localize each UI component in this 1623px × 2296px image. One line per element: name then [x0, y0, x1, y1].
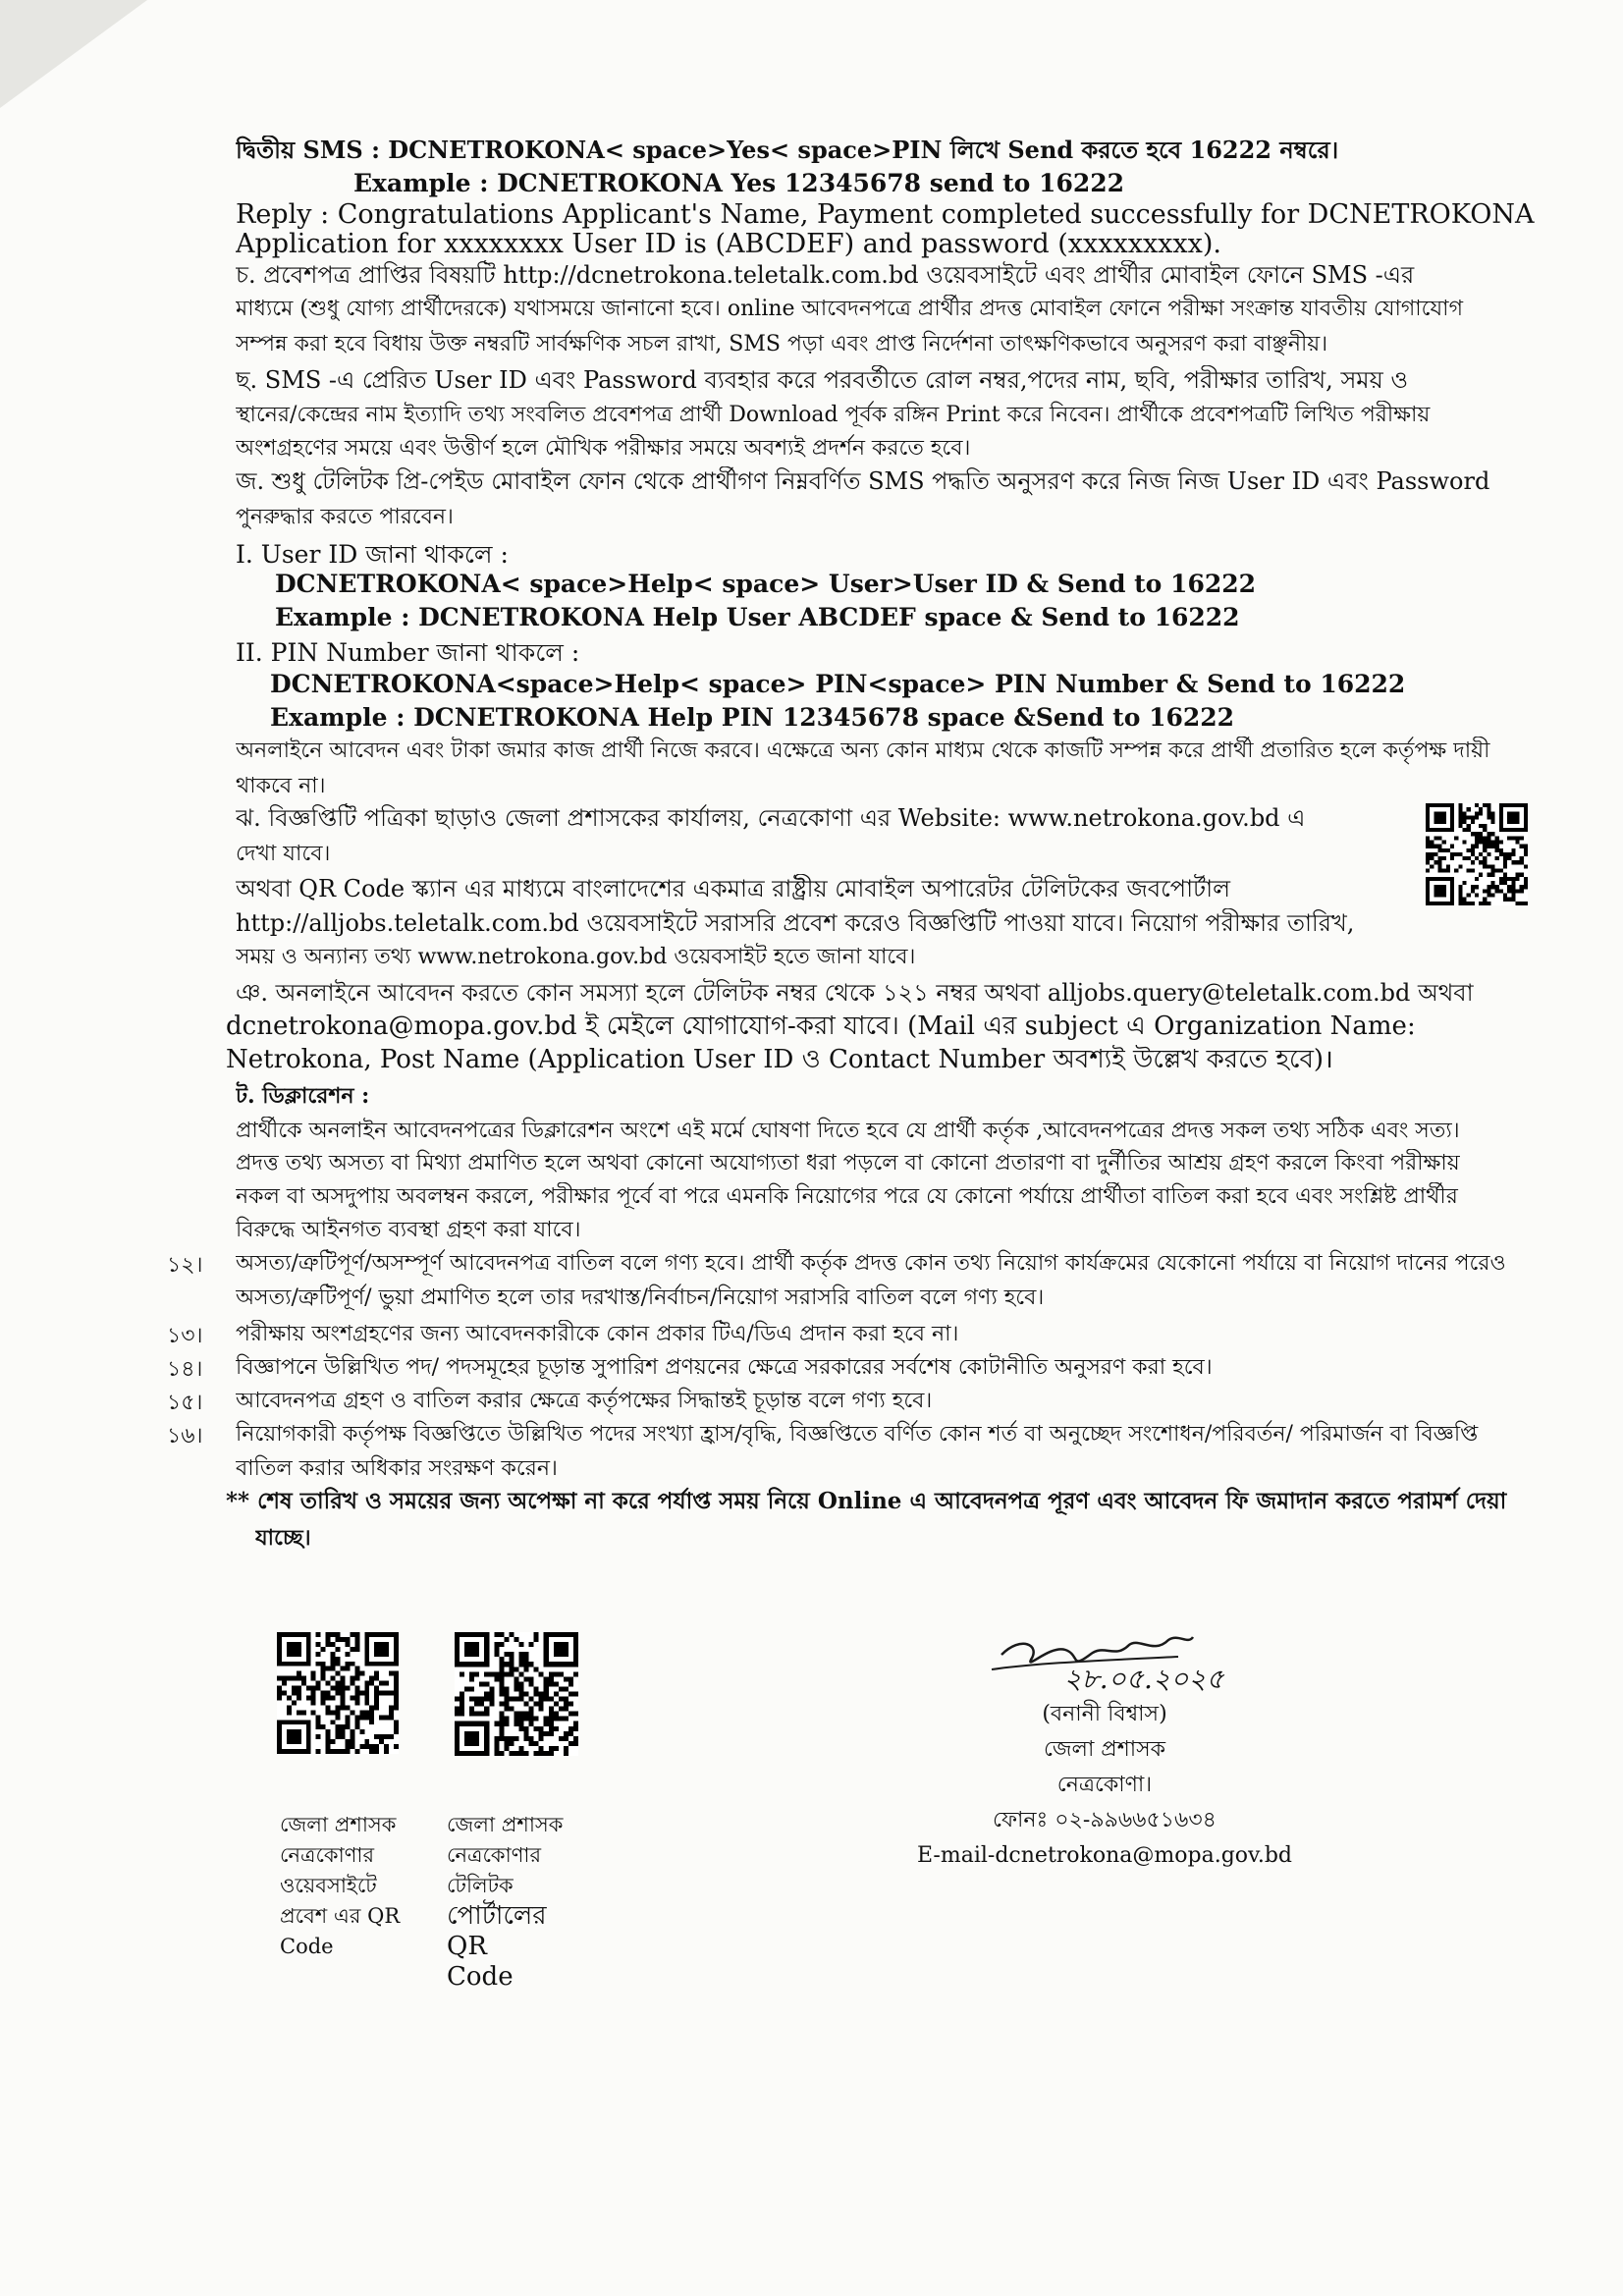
text-line-jha1: ঝ. বিজ্ঞপ্তিটি পত্রিকা ছাড়াও জেলা প্রশাসকের কার্যালয়, নেত্রকোণা এর Website: www.netrokona.gov.bd এ — [236, 804, 1306, 832]
text-line-cha1: চ. প্রবেশপত্র প্রাপ্তির বিষয়টি http://dcnetrokona.teletalk.com.bd ওয়েবসাইটে এবং প্রার্থীর মোবাইল ফোনে SMS -এর — [236, 261, 1415, 289]
text-line-decl1: প্রার্থীকে অনলাইন আবেদনপত্রের ডিক্লারেশন অংশে এই মর্মে ঘোষণা দিতে হবে যে প্রার্থী কর্তৃক ,আবেদনপত্রের প্রদত্ত সকল তথ্য সঠিক এবং সত্য। — [236, 1119, 1460, 1143]
text-line-reply2: Application for xxxxxxxx User ID is (ABCDEF) and password (xxxxxxxxx). — [236, 230, 1221, 259]
qr-caption-left-line: ওয়েবসাইটে — [280, 1874, 377, 1897]
text-line-r1: I. User ID জানা থাকলে : — [236, 540, 509, 569]
text-line-jha3: অথবা QR Code স্ক্যান এর মাধ্যমে বাংলাদেশের একমাত্র রাষ্ট্রীয় মোবাইল অপারেটর টেলিটকের জবপোর্টাল — [236, 875, 1230, 902]
clause-number: ১৬। — [167, 1424, 203, 1449]
text-line-nya1: ঞ. অনলাইনে আবেদন করতে কোন সমস্যা হলে টেলিটক নম্বর থেকে ১২১ নম্বর অথবা alljobs.query@teletalk.com.bd অথবা — [236, 979, 1474, 1007]
page-corner-shadow — [0, 0, 157, 118]
text-line-r2a: DCNETROKONA<space>Help< space> PIN<space> PIN Number & Send to 16222 — [270, 670, 1406, 698]
qr-code-dc-website — [277, 1632, 399, 1754]
text-line-p16a: নিয়োগকারী কর্তৃপক্ষ বিজ্ঞপ্তিতে উল্লিখিত পদের সংখ্যা হ্রাস/বৃদ্ধি, বিজ্ঞপ্তিতে বর্ণিত কোন শর্ত বা অনুচ্ছেদ সংশোধন/পরিবর্তন/ পরিমার্জন বা বিজ্ঞপ্তি — [236, 1422, 1479, 1447]
signature-date: ২৮.০৫.২০২৫ — [1063, 1663, 1224, 1695]
text-line-decl4: বিরুদ্ধে আইনগত ব্যবস্থা গ্রহণ করা যাবে। — [236, 1218, 581, 1242]
text-line-online2: থাকবে না। — [236, 774, 326, 798]
text-line-p15: আবেদনপত্র গ্রহণ ও বাতিল করার ক্ষেত্রে কর্তৃপক্ষের সিদ্ধান্তই চূড়ান্ত বলে গণ্য হবে। — [236, 1389, 933, 1413]
text-line-jha5: সময় ও অন্যান্য তথ্য www.netrokona.gov.bd ওয়েবসাইট হতে জানা যাবে। — [236, 945, 916, 969]
qr-caption-left-line: Code — [280, 1935, 334, 1958]
text-line-note2: যাচ্ছে। — [255, 1525, 311, 1551]
signatory-name: (বনানী বিশ্বাস) — [1042, 1702, 1167, 1726]
signatory-designation: জেলা প্রশাসক — [1043, 1737, 1166, 1762]
qr-caption-right-line: জেলা প্রশাসক — [447, 1813, 564, 1836]
qr-code-teletalk-portal — [455, 1632, 578, 1756]
text-line-r1a: DCNETROKONA< space>Help< space> User>User ID & Send to 16222 — [275, 570, 1257, 598]
text-line-p12a: অসত্য/ত্রুটিপূর্ণ/অসম্পূর্ণ আবেদনপত্র বাতিল বলে গণ্য হবে। প্রার্থী কর্তৃক প্রদত্ত কোন তথ্য নিয়োগ কার্যক্রমের যেকোনো পর্যায়ে বা নিয়োগ দানের পরেও — [236, 1251, 1506, 1276]
text-line-nya2: dcnetrokona@mopa.gov.bd ই মেইলে যোগাযোগ-করা যাবে। (Mail এর subject এ Organization Name: — [226, 1011, 1416, 1041]
text-line-decl3: নকল বা অসদুপায় অবলম্বন করলে, পরীক্ষার পূর্বে বা পরে এমনকি নিয়োগের পরে যে কোনো পর্যায়ে প্রার্থীতা বাতিল করা হবে এবং সংশ্লিষ্ট প্রার্থীর — [236, 1184, 1458, 1209]
text-line-sms2: দ্বিতীয় SMS : DCNETROKONA< space>Yes< space>PIN লিখে Send করতে হবে 16222 নম্বরে। — [236, 136, 1339, 164]
signatory-email: E-mail-dcnetrokona@mopa.gov.bd — [916, 1843, 1293, 1868]
qr-caption-right-line: Code — [447, 1962, 514, 1992]
qr-caption-left-line: প্রবেশ এর QR — [280, 1904, 401, 1928]
text-line-ja1: জ. শুধু টেলিটক প্রি-পেইড মোবাইল ফোন থেকে প্রার্থীগণ নিম্নবর্ণিত SMS পদ্ধতি অনুসরণ করে নিজ নিজ User ID এবং Password — [236, 467, 1490, 495]
text-line-p14: বিজ্ঞাপনে উল্লিখিত পদ/ পদসমূহের চূড়ান্ত সুপারিশ প্রণয়নের ক্ষেত্রে সরকারের সর্বশেষ কোটানীতি অনুসরণ করা হবে। — [236, 1355, 1213, 1380]
qr-caption-right-line: নেত্রকোণার — [447, 1843, 542, 1867]
qr-caption-left-line: জেলা প্রশাসক — [280, 1813, 397, 1836]
clause-number: ১৪। — [167, 1357, 203, 1382]
qr-caption-right-line: পোর্টালের QR — [447, 1901, 547, 1961]
qr-code-website — [1426, 803, 1528, 905]
clause-number: ১৫। — [167, 1391, 203, 1415]
text-line-jha2: দেখা যাবে। — [236, 842, 331, 866]
text-line-note1: ** শেষ তারিখ ও সময়ের জন্য অপেক্ষা না করে পর্যাপ্ত সময় নিয়ে Online এ আবেদনপত্র পূরণ এবং আবেদন ফি জমাদান করতে পরামর্শ দেয়া — [226, 1488, 1507, 1514]
text-line-online1: অনলাইনে আবেদন এবং টাকা জমার কাজ প্রার্থী নিজে করবে। এক্ষেত্রে অন্য কোন মাধ্যম থেকে কাজটি সম্পন্ন করে প্রার্থী প্রতারিত হলে কর্তৃপক্ষ দায়ী — [236, 738, 1490, 763]
qr-caption-left — [280, 1810, 417, 1962]
signatory-phone: ফোনঃ ০২-৯৯৬৬৫১৬৩৪ — [993, 1808, 1217, 1832]
text-line-ja2: পুনরুদ্ধার করতে পারবেন। — [236, 505, 454, 529]
text-line-p16b: বাতিল করার অধিকার সংরক্ষণ করেন। — [236, 1456, 558, 1481]
text-line-ex1: Example : DCNETROKONA Yes 12345678 send to 16222 — [353, 169, 1125, 197]
text-line-chha1: ছ. SMS -এ প্রেরিত User ID এবং Password ব্যবহার করে পরবর্তীতে রোল নম্বর,পদের নাম, ছবি, পরীক্ষার তারিখ, সময় ও — [236, 366, 1409, 394]
text-line-chha2: স্থানের/কেন্দ্রের নাম ইত্যাদি তথ্য সংবলিত প্রবেশপত্র প্রার্থী Download পূর্বক রঙ্গিন Print করে নিবেন। প্রার্থীকে প্রবেশপত্রটি লিখিত পরীক্ষায় — [236, 403, 1431, 427]
text-line-r1b: Example : DCNETROKONA Help User ABCDEF space & Send to 16222 — [275, 603, 1240, 631]
signature-block — [884, 1611, 1325, 1874]
text-line-ta: ট. ডিক্লারেশন : — [236, 1083, 370, 1109]
text-line-chha3: অংশগ্রহণের সময়ে এবং উত্তীর্ণ হলে মৌখিক পরীক্ষার সময়ে অবশ্যই প্রদর্শন করতে হবে। — [236, 436, 971, 461]
text-line-jha4: http://alljobs.teletalk.com.bd ওয়েবসাইটে সরাসরি প্রবেশ করেও বিজ্ঞপ্তিটি পাওয়া যাবে। নিয়োগ পরীক্ষার তারিখ, — [236, 909, 1355, 937]
text-line-p13: পরীক্ষায় অংশগ্রহণের জন্য আবেদনকারীকে কোন প্রকার টিএ/ডিএ প্রদান করা হবে না। — [236, 1322, 959, 1346]
text-line-cha2: মাধ্যমে (শুধু যোগ্য প্রার্থীদেরকে) যথাসময়ে জানানো হবে। online আবেদনপত্রে প্রার্থীর প্রদত্ত মোবাইল ফোনে পরীক্ষা সংক্রান্ত যাবতীয় যোগাযোগ — [236, 297, 1463, 321]
text-line-r2: II. PIN Number জানা থাকলে : — [236, 638, 580, 667]
qr-caption-right — [447, 1810, 584, 1993]
text-line-cha3: সম্পন্ন করা হবে বিধায় উক্ত নম্বরটি সার্বক্ষণিক সচল রাখা, SMS পড়া এবং প্রাপ্ত নির্দেশনা তাৎক্ষণিকভাবে অনুসরণ করা বাঞ্ছনীয়। — [236, 332, 1328, 356]
text-line-p12b: অসত্য/ত্রুটিপূর্ণ/ ভুয়া প্রমাণিত হলে তার দরখাস্ত/নির্বাচন/নিয়োগ সরাসরি বাতিল বলে গণ্য হবে। — [236, 1285, 1045, 1310]
text-line-nya3: Netrokona, Post Name (Application User ID ও Contact Number অবশ্যই উল্লেখ করতে হবে)। — [226, 1045, 1333, 1074]
signatory-office: নেত্রকোণা। — [1056, 1773, 1153, 1797]
clause-number: ১৩। — [167, 1324, 203, 1348]
text-line-reply1: Reply : Congratulations Applicant's Name, Payment completed successfully for DCNETROKONA — [236, 200, 1535, 230]
qr-caption-right-line: টেলিটক — [447, 1874, 514, 1897]
text-line-r2b: Example : DCNETROKONA Help PIN 12345678 space &Send to 16222 — [270, 703, 1235, 732]
text-line-decl2: প্রদত্ত তথ্য অসত্য বা মিথ্যা প্রমাণিত হলে অথবা কোনো অযোগ্যতা ধরা পড়লে বা কোনো প্রতারণা বা দুর্নীতির আশ্রয় গ্রহণ করলে কিংবা পরীক্ষায় — [236, 1151, 1460, 1175]
clause-number: ১২। — [167, 1253, 203, 1278]
qr-caption-left-line: নেত্রকোণার — [280, 1843, 375, 1867]
